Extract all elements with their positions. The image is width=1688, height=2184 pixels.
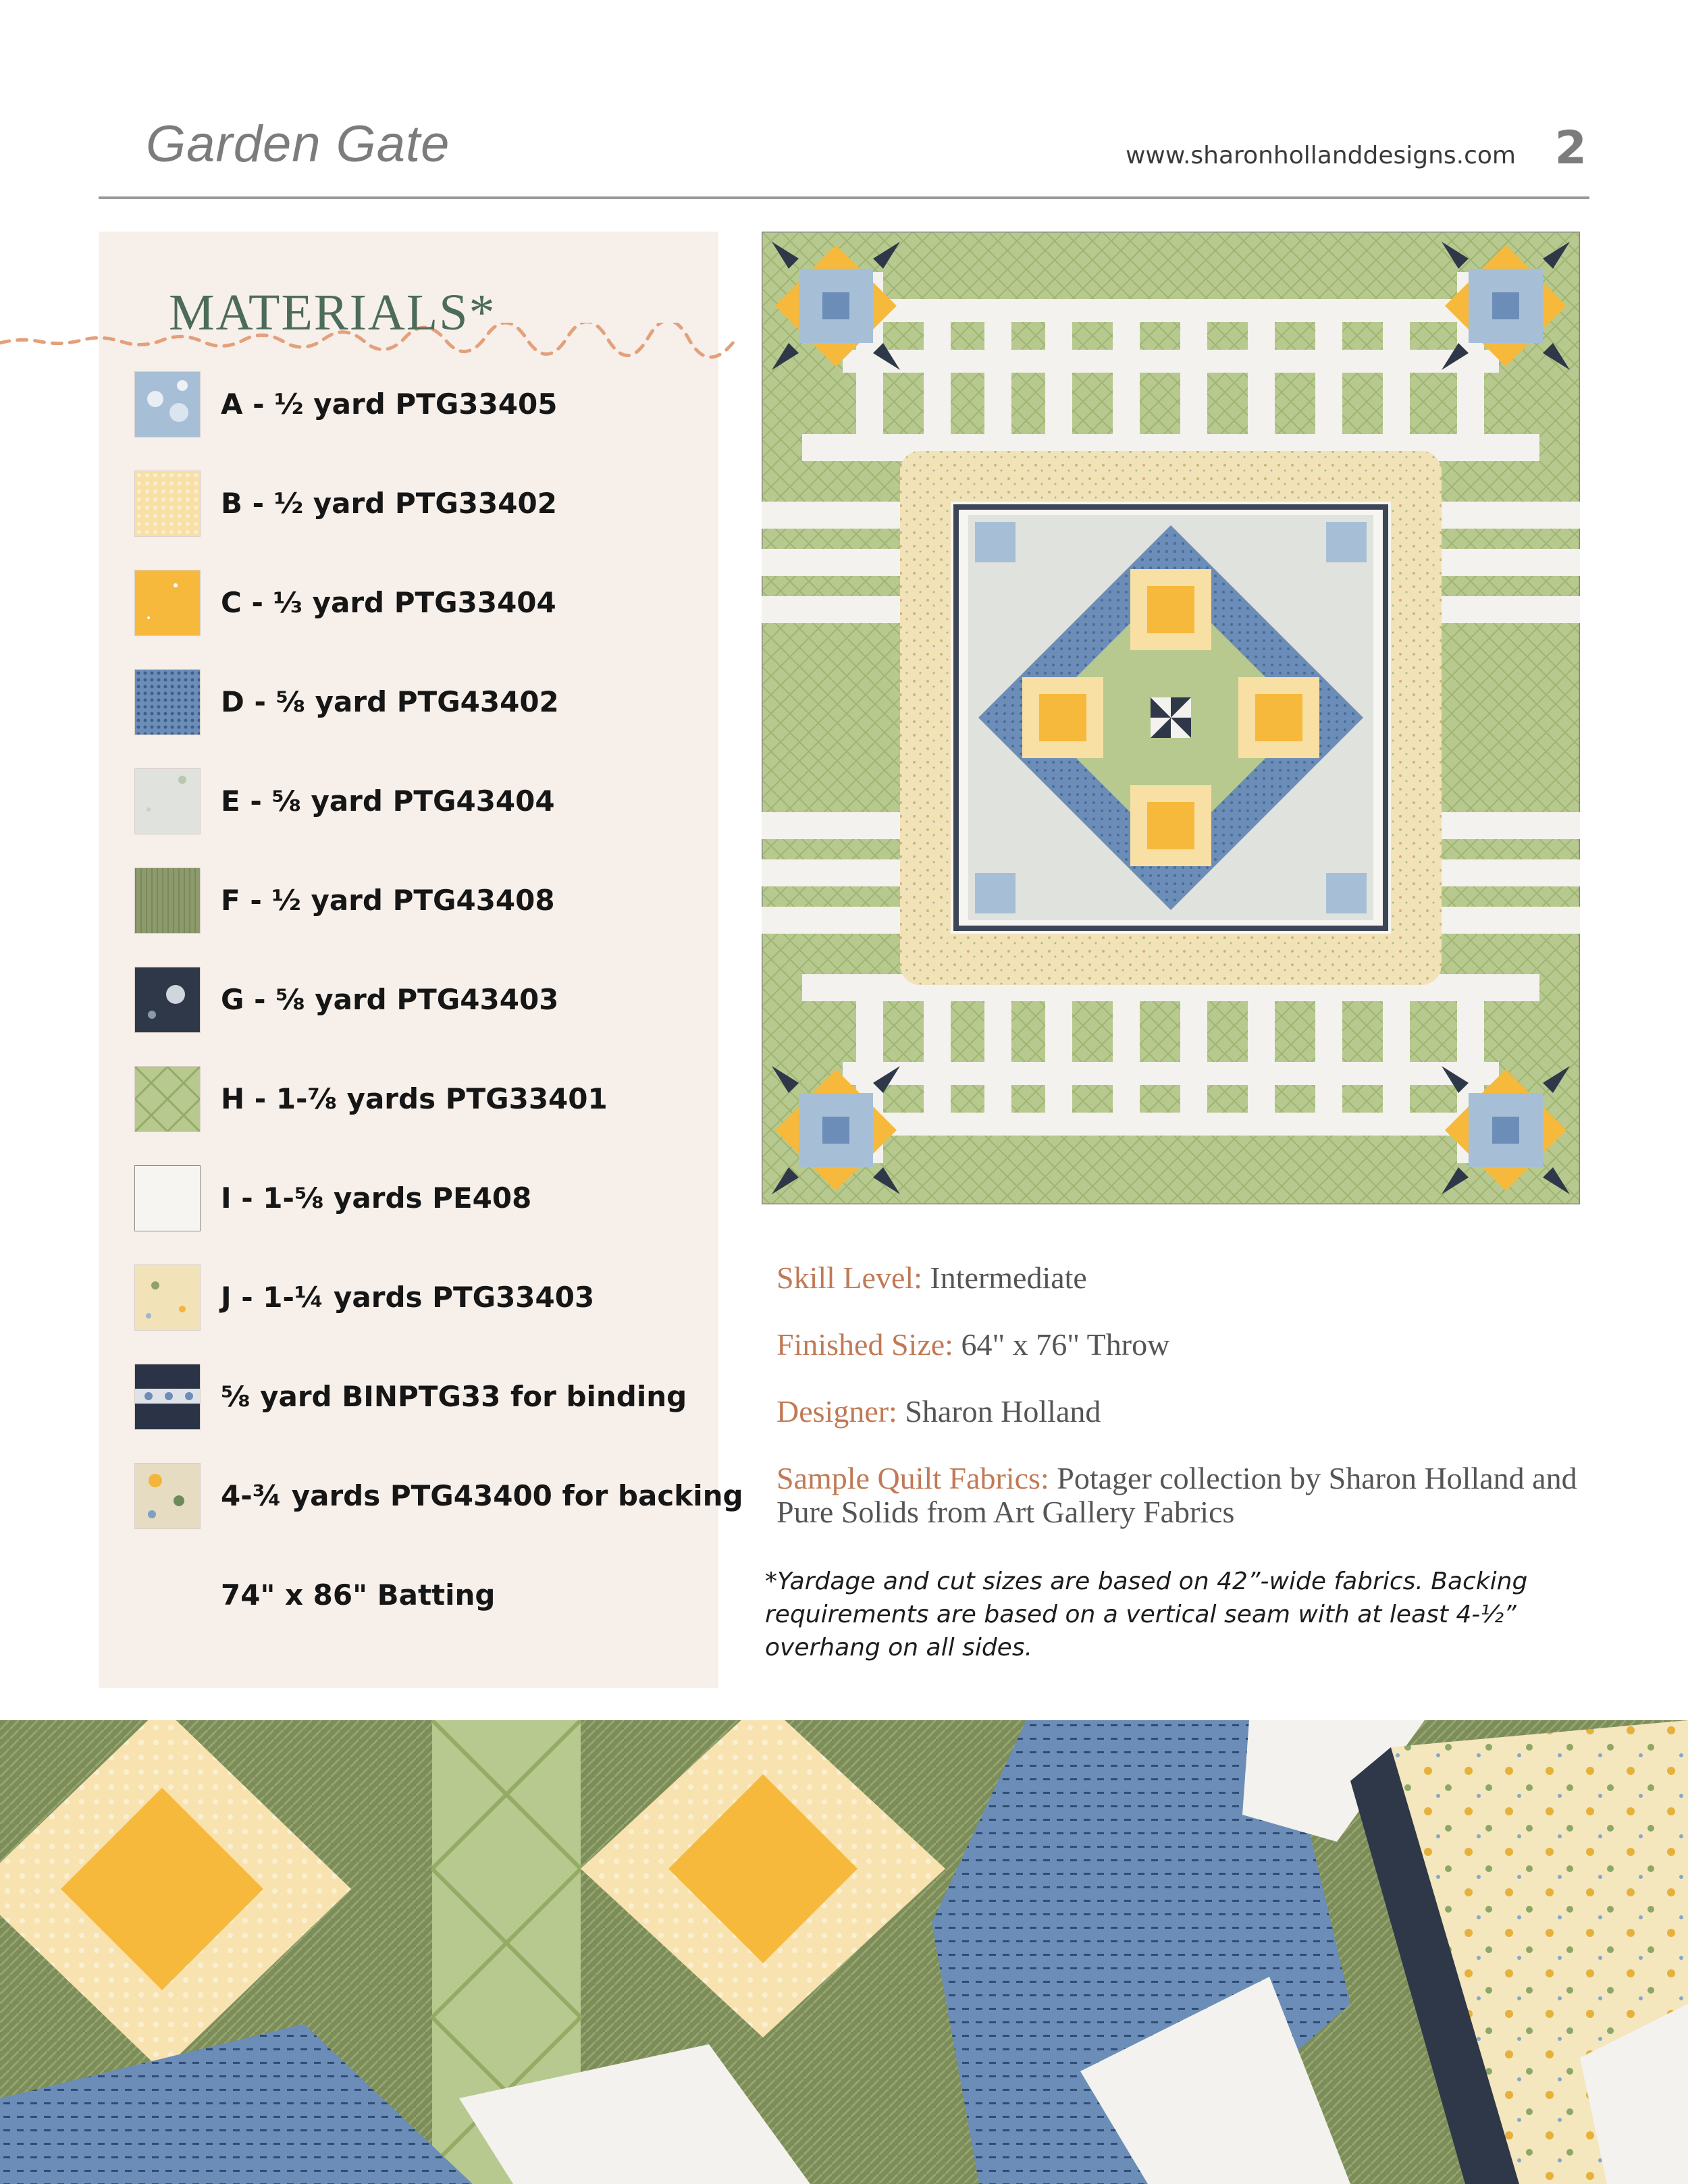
website-link[interactable]: www.sharonhollanddesigns.com bbox=[1125, 142, 1516, 169]
swatch-backing bbox=[134, 1463, 201, 1529]
swatch-d bbox=[134, 669, 201, 735]
material-label: D - ⅝ yard PTG43402 bbox=[221, 685, 559, 718]
material-item-a bbox=[134, 371, 715, 439]
pattern-title: Garden Gate bbox=[146, 115, 450, 173]
finished-size-value: 64" x 76" Throw bbox=[961, 1327, 1170, 1362]
material-item-h bbox=[134, 1066, 715, 1134]
material-item-binding bbox=[134, 1364, 715, 1431]
quilt-pattern-image bbox=[762, 232, 1580, 1204]
skill-level-value: Intermediate bbox=[930, 1260, 1087, 1295]
swatch-e bbox=[134, 768, 201, 834]
swatch-b bbox=[134, 471, 201, 537]
swatch-h bbox=[134, 1066, 201, 1132]
swatch-j bbox=[134, 1264, 201, 1331]
material-label: A - ½ yard PTG33405 bbox=[221, 388, 558, 421]
swatch-c bbox=[134, 570, 201, 636]
material-label: G - ⅝ yard PTG43403 bbox=[221, 983, 559, 1016]
material-item-b bbox=[134, 471, 715, 538]
finished-size-label: Finished Size: bbox=[776, 1327, 953, 1362]
page-number: 2 bbox=[1554, 122, 1587, 175]
swatch-a bbox=[134, 371, 201, 437]
swatch-binding bbox=[134, 1364, 201, 1430]
swatch-f bbox=[134, 868, 201, 934]
materials-heading: MATERIALS* bbox=[169, 284, 496, 341]
swatch-g bbox=[134, 967, 201, 1033]
material-item-backing bbox=[134, 1463, 743, 1530]
material-label: F - ½ yard PTG43408 bbox=[221, 884, 555, 917]
finished-size bbox=[776, 1328, 1593, 1362]
yardage-note: *Yardage and cut sizes are based on 42”-wide fabrics. Backing requirements are based on a vertical seam with at least 4-½” overhang on all sides. bbox=[765, 1568, 1528, 1661]
material-label: J - 1-¼ yards PTG33403 bbox=[221, 1281, 595, 1314]
material-label: 74" x 86" Batting bbox=[221, 1578, 496, 1612]
material-label: 4-¾ yards PTG43400 for backing bbox=[221, 1479, 743, 1512]
material-item-f bbox=[134, 868, 715, 935]
designer-label: Designer: bbox=[776, 1394, 897, 1429]
material-label: B - ½ yard PTG33402 bbox=[221, 487, 557, 520]
material-label: ⅝ yard BINPTG33 for binding bbox=[221, 1380, 687, 1413]
material-item-c bbox=[134, 570, 715, 637]
sample-fabrics bbox=[776, 1462, 1593, 1529]
skill-level-label: Skill Level: bbox=[776, 1260, 922, 1295]
material-item-d bbox=[134, 669, 715, 737]
material-label: E - ⅝ yard PTG43404 bbox=[221, 784, 555, 818]
designer bbox=[776, 1395, 1593, 1429]
sample-fabrics-label: Sample Quilt Fabrics: bbox=[776, 1461, 1049, 1495]
material-item-g bbox=[134, 967, 715, 1034]
material-item-e bbox=[134, 768, 715, 836]
quilt-closeup-photo bbox=[0, 1720, 1688, 2184]
swatch-i bbox=[134, 1165, 201, 1231]
material-label: I - 1-⅝ yards PE408 bbox=[221, 1181, 532, 1215]
sample-fabrics-value: Potager collection by Sharon Holland and Pure Solids from Art Gallery Fabrics bbox=[776, 1461, 1577, 1529]
material-label: C - ⅓ yard PTG33404 bbox=[221, 586, 556, 619]
skill-level bbox=[776, 1261, 1593, 1295]
material-label: H - 1-⅞ yards PTG33401 bbox=[221, 1082, 608, 1115]
header-divider bbox=[99, 196, 1589, 199]
material-item-j bbox=[134, 1264, 715, 1332]
designer-value: Sharon Holland bbox=[905, 1394, 1101, 1429]
material-item-i bbox=[134, 1165, 715, 1233]
material-item-batting bbox=[134, 1562, 715, 1630]
